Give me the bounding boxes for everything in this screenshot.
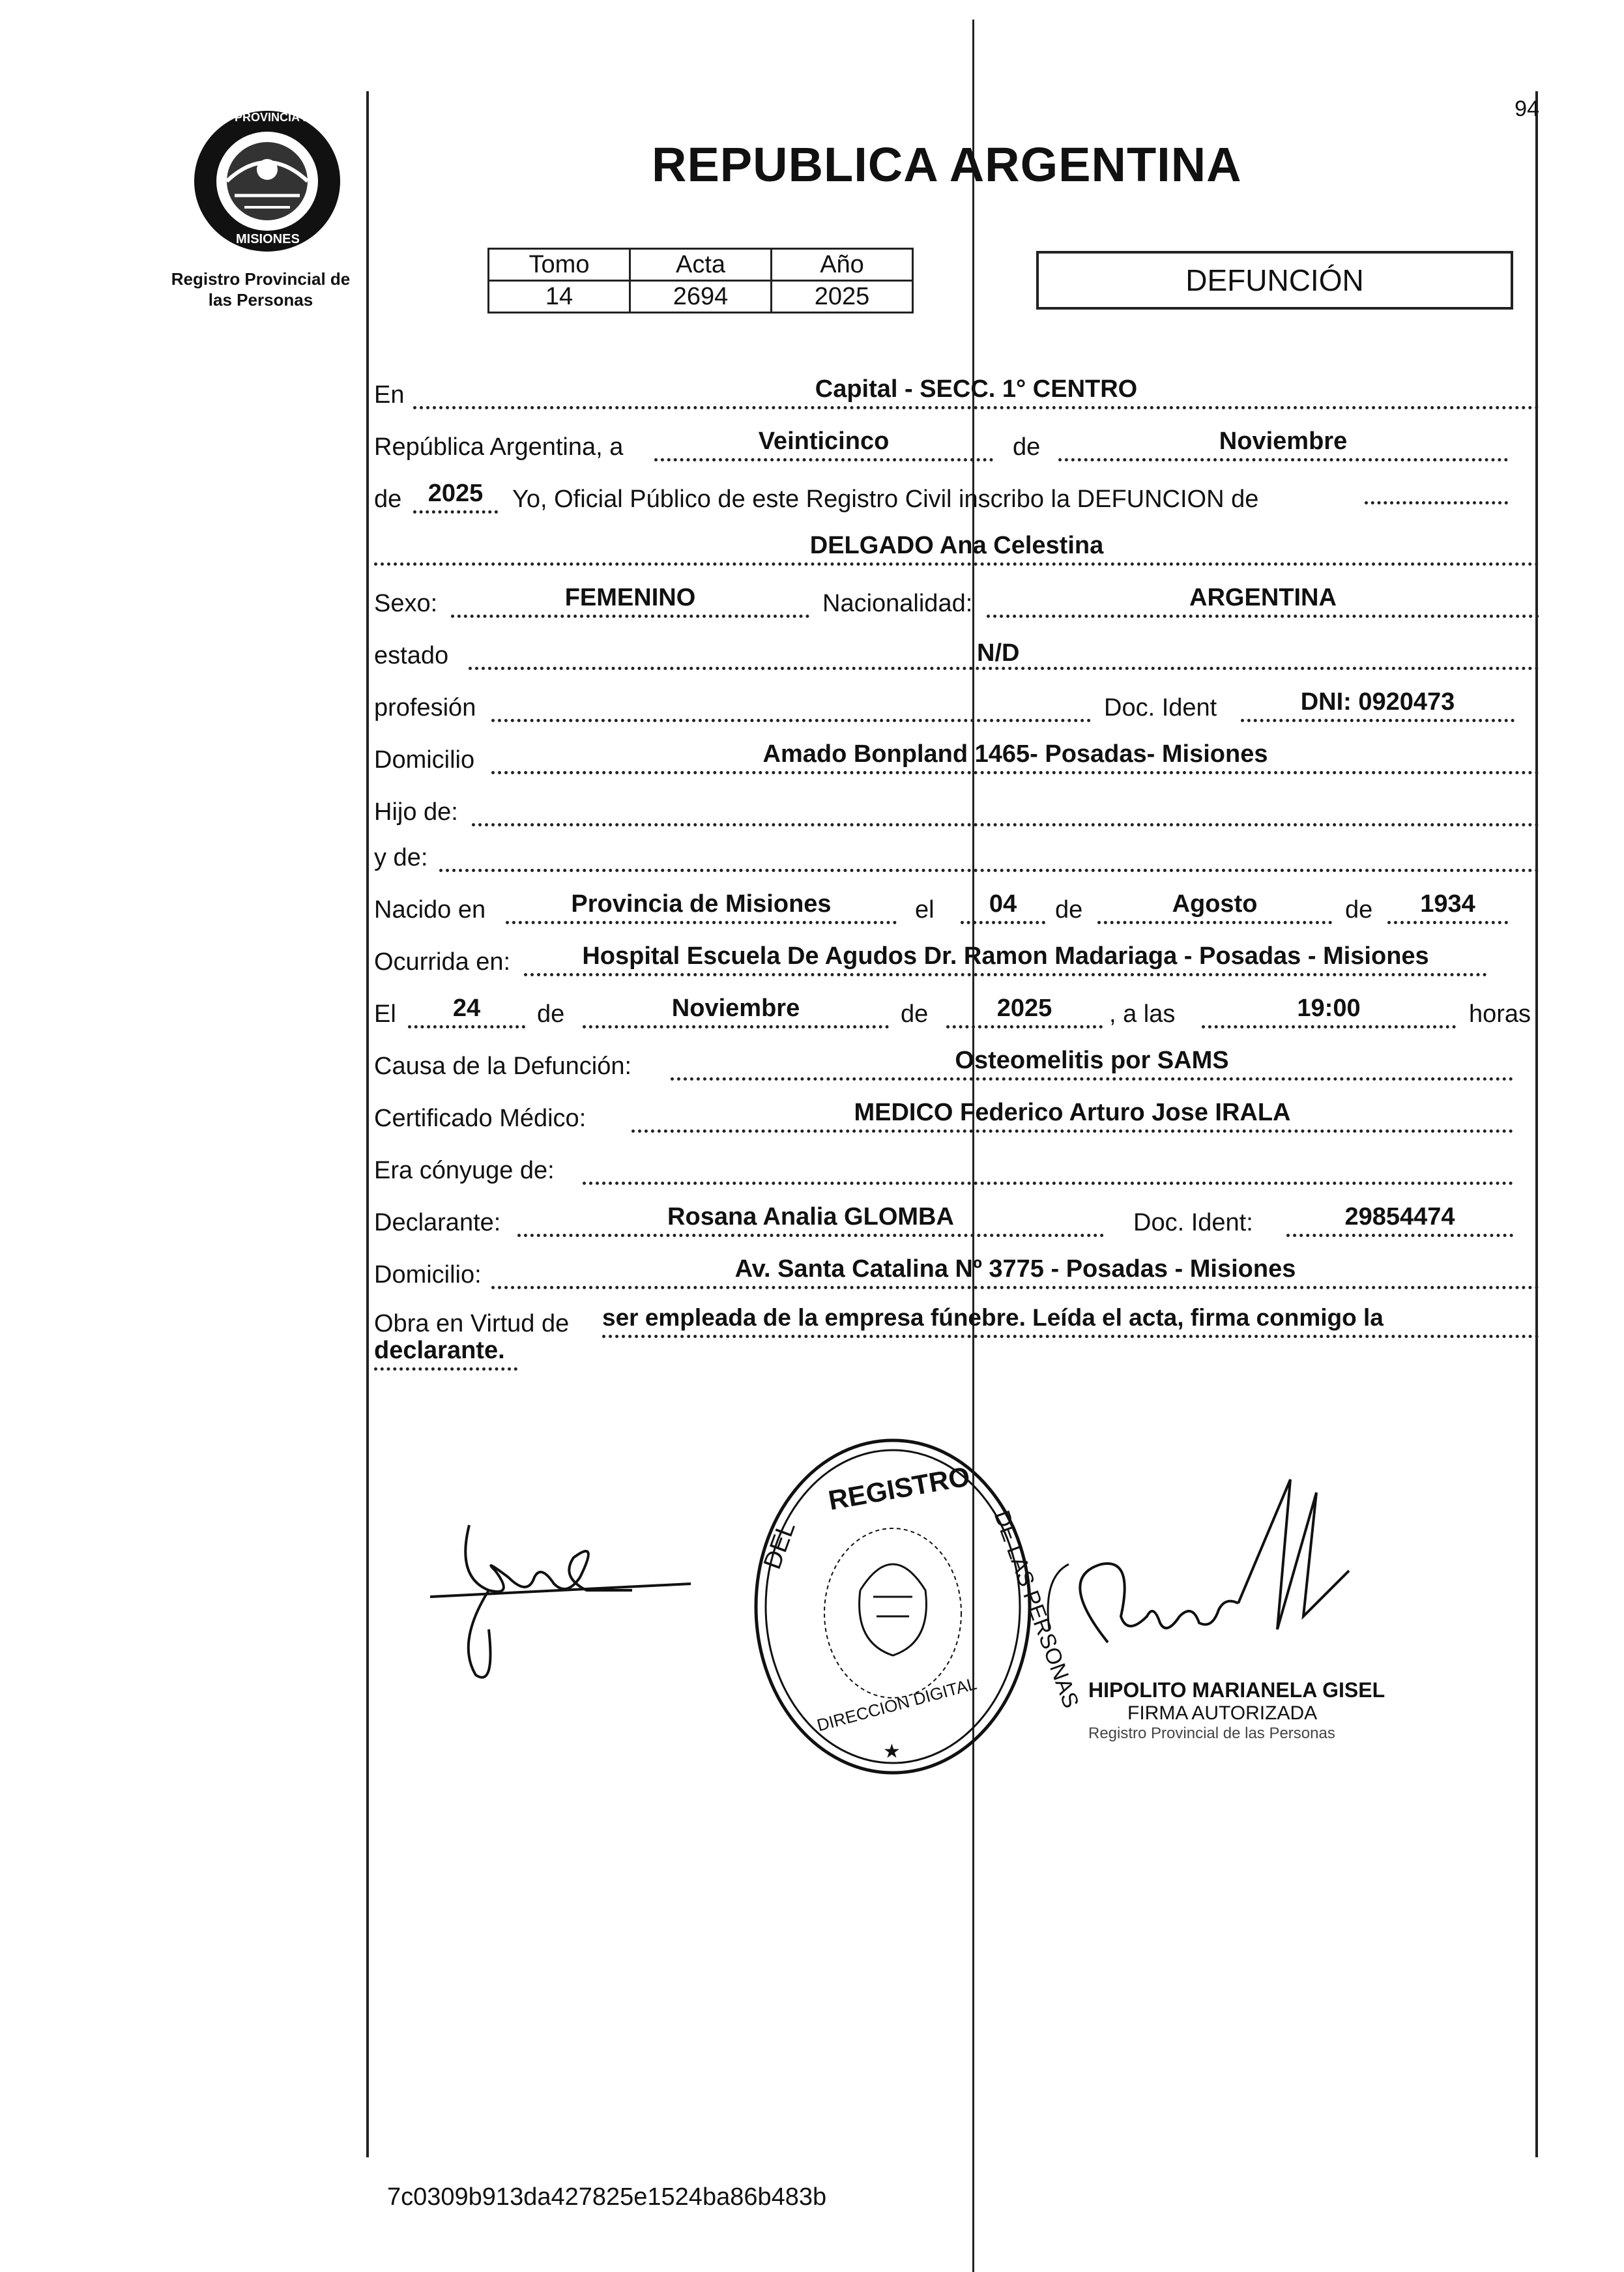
declaration-trailing-line [1365, 500, 1508, 504]
nacionalidad-label: Nacionalidad: [822, 590, 973, 617]
domicilio-label: Domicilio [374, 746, 475, 774]
obra-line1: ser empleada de la empresa fúnebre. Leída el acta, firma conmigo la [602, 1300, 1539, 1338]
horas-label: horas [1469, 1000, 1531, 1028]
row-nacido [374, 886, 1539, 927]
republica-label: República Argentina, a [374, 433, 624, 461]
official-stamp [749, 1434, 1084, 1779]
reference-value-tomo: 14 [489, 281, 630, 313]
profesion-label: profesión [374, 694, 476, 721]
stamp-bottom-text: DIRECCION DIGITAL [815, 1673, 979, 1736]
yde-field [439, 834, 1539, 872]
center-fold-line [972, 20, 974, 2272]
decl-doc-field: 29854474 [1286, 1199, 1513, 1237]
nacido-label: Nacido en [374, 896, 486, 924]
causa-label: Causa de la Defunción: [374, 1053, 632, 1080]
row-yde [374, 834, 1539, 875]
sexo-field: FEMENINO [451, 579, 809, 618]
reference-header-anio: Año [772, 249, 913, 281]
yde-label: y de: [374, 844, 428, 871]
stamp-right-text: DE LAS PERSONAS [989, 1507, 1084, 1711]
nacido-de1-label: de [1055, 896, 1083, 924]
row-estado [374, 632, 1539, 673]
nacido-anio-field: 1934 [1387, 886, 1508, 924]
organization-name [150, 269, 371, 310]
row-deceased-name [374, 528, 1539, 568]
signatory-role: FIRMA AUTORIZADA [1127, 1702, 1318, 1724]
deceased-name-field: DELGADO Ana Celestina [374, 527, 1539, 566]
conyuge-label: Era cónyuge de: [374, 1157, 555, 1184]
signatory-block [1088, 1678, 1453, 1743]
seal-text-top: PROVINCIA DE [235, 111, 319, 124]
stamp-top-text: REGISTRO [826, 1461, 972, 1516]
row-profesion [374, 684, 1539, 725]
authorized-signature [1043, 1473, 1408, 1682]
declaration-text: Yo, Oficial Público de este Registro Civil inscribo la DEFUNCION de [512, 486, 1259, 513]
row-certificado [374, 1095, 1539, 1135]
row-ocurrida [374, 939, 1539, 979]
hijo-field [472, 788, 1539, 826]
signatory-name: HIPOLITO MARIANELA GISEL [1088, 1678, 1385, 1702]
declarante-field: Rosana Analia GLOMBA [517, 1199, 1104, 1237]
stamp-star-icon: ★ [883, 1741, 901, 1762]
estado-field: N/D [469, 635, 1539, 670]
domicilio-field: Amado Bonpland 1465- Posadas- Misiones [491, 736, 1539, 774]
nacionalidad-field: ARGENTINA [987, 579, 1539, 618]
page-number: 94 [1515, 96, 1539, 121]
de-label: de [1013, 433, 1041, 461]
doc-ident-field: DNI: 0920473 [1241, 684, 1515, 722]
decl-domicilio-field: Av. Santa Catalina Nº 3775 - Posadas - Misiones [491, 1251, 1539, 1289]
def-hora-field: 19:00 [1202, 990, 1456, 1028]
obra-label: Obra en Virtud de [374, 1310, 570, 1337]
alas-label: , a las [1109, 1000, 1176, 1028]
row-fecha-defuncion [374, 991, 1539, 1031]
decl-domicilio-label: Domicilio: [374, 1261, 482, 1289]
def-anio-field: 2025 [946, 990, 1103, 1028]
decl-doc-label: Doc. Ident: [1133, 1209, 1253, 1236]
signatory-office: Registro Provincial de las Personas [1088, 1725, 1335, 1742]
provincial-seal-logo [189, 104, 345, 254]
stamp-left-text: DEL [759, 1518, 801, 1573]
row-decl-domicilio [374, 1251, 1539, 1292]
reference-value-acta: 2694 [630, 281, 772, 313]
row-obra-continued [374, 1333, 1539, 1373]
org-name-line2: las Personas [208, 290, 313, 310]
reference-header-row [489, 249, 913, 281]
row-causa [374, 1043, 1539, 1083]
en-label: En [374, 381, 405, 409]
doc-ident-label: Doc. Ident [1104, 694, 1217, 721]
sexo-label: Sexo: [374, 590, 438, 617]
row-en [374, 371, 1539, 412]
def-mes-field: Noviembre [583, 990, 889, 1028]
en-field: Capital - SECC. 1° CENTRO [413, 371, 1539, 409]
row-year-declaration [374, 476, 1539, 516]
profesion-field [491, 684, 1091, 722]
obra-line2: declarante. [374, 1332, 517, 1371]
ocurrida-field: Hospital Escuela De Agudos Dr. Ramon Madariaga - Posadas - Misiones [524, 938, 1487, 976]
declarante-label: Declarante: [374, 1209, 501, 1236]
el-label: el [915, 896, 935, 924]
declarant-signature [417, 1499, 704, 1695]
def-dia-field: 24 [408, 990, 525, 1028]
seal-text-bottom: MISIONES [236, 232, 300, 246]
reference-value-row [489, 281, 913, 313]
reference-value-anio: 2025 [772, 281, 913, 313]
hijo-label: Hijo de: [374, 798, 458, 826]
reference-header-tomo: Tomo [489, 249, 630, 281]
ocurrida-label: Ocurrida en: [374, 948, 511, 976]
reference-table [487, 248, 914, 313]
nacido-dia-field: 04 [961, 886, 1045, 924]
row-declarante [374, 1199, 1539, 1240]
certificado-field: MEDICO Federico Arturo Jose IRALA [631, 1094, 1513, 1133]
month-words-field: Noviembre [1058, 423, 1508, 461]
conyuge-field [583, 1146, 1513, 1185]
nacido-lugar-field: Provincia de Misiones [506, 886, 897, 924]
estado-label: estado [374, 642, 449, 669]
def-de1-label: de [537, 1000, 565, 1028]
row-conyuge [374, 1147, 1539, 1187]
day-words-field: Veinticinco [654, 423, 993, 461]
row-domicilio [374, 736, 1539, 777]
row-sexo [374, 580, 1539, 620]
def-de2-label: de [901, 1000, 929, 1028]
org-name-line1: Registro Provincial de [171, 269, 351, 289]
causa-field: Osteomelitis por SAMS [671, 1042, 1513, 1081]
row-hijo [374, 789, 1539, 829]
nacido-mes-field: Agosto [1097, 886, 1332, 924]
left-margin-line [366, 91, 369, 2157]
nacido-de2-label: de [1345, 896, 1373, 924]
el2-label: El [374, 1000, 396, 1028]
page-title: REPUBLICA ARGENTINA [652, 138, 1242, 192]
reference-header-acta: Acta [630, 249, 772, 281]
certificado-label: Certificado Médico: [374, 1105, 587, 1132]
row-republica [374, 424, 1539, 464]
document-hash: 7c0309b913da427825e1524ba86b483b [387, 2183, 827, 2211]
year-prefix-label: de [374, 486, 402, 513]
year-field: 2025 [413, 475, 498, 514]
document-type-box: DEFUNCIÓN [1036, 251, 1513, 310]
